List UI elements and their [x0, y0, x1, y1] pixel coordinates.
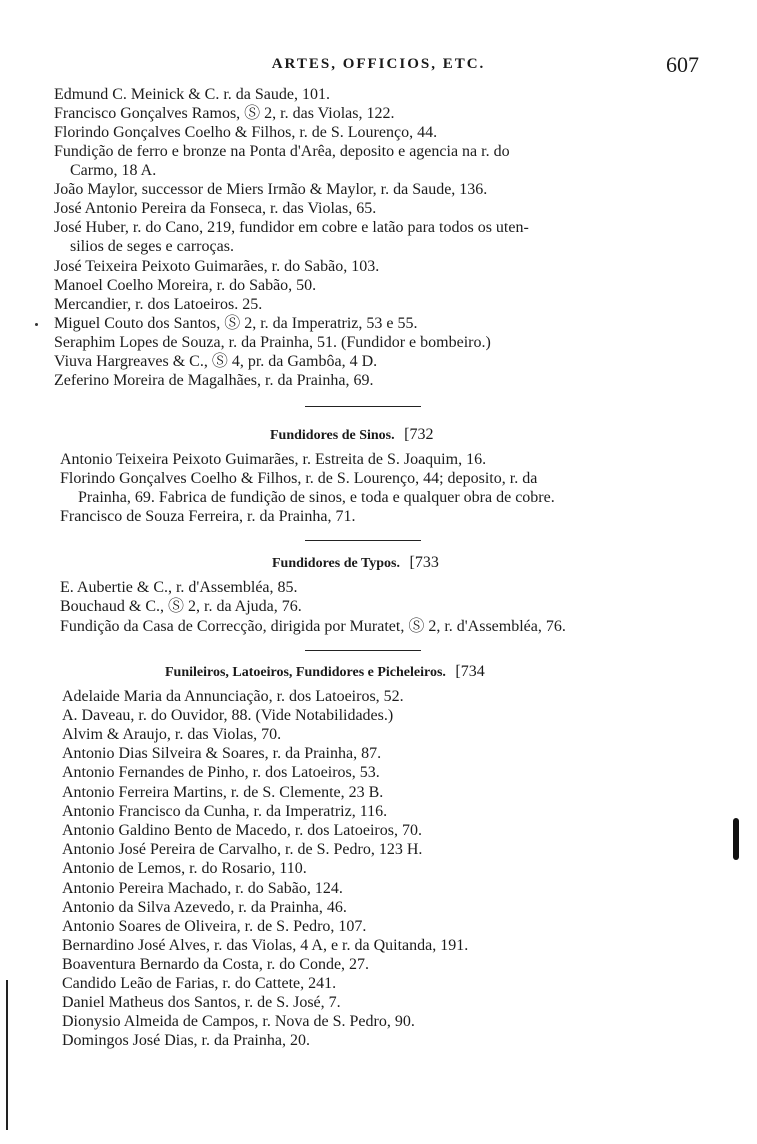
- entry-line: Antonio Pereira Machado, r. do Sabão, 124.: [62, 880, 343, 897]
- entry-line: Antonio Francisco da Cunha, r. da Imperatriz, 116.: [62, 803, 388, 820]
- entry-line: Antonio de Lemos, r. do Rosario, 110.: [62, 860, 307, 877]
- page-header: [0, 52, 757, 80]
- entry-line: Antonio José Pereira de Carvalho, r. de S. Pedro, 123 H.: [62, 841, 423, 858]
- entry-line: Viuva Hargreaves & C., Ⓢ 4, pr. da Gambôa, 4 D.: [54, 353, 378, 370]
- entry-line: Alvim & Araujo, r. das Violas, 70.: [62, 726, 282, 743]
- running-title: ARTES, OFFICIOS, ETC.: [271, 56, 486, 72]
- entry-line: Bouchaud & C., Ⓢ 2, r. da Ajuda, 76.: [60, 598, 302, 615]
- section-heading-funileiros: [165, 663, 485, 682]
- section-divider: [305, 650, 421, 651]
- section-number: [732: [404, 426, 434, 443]
- entry-line: João Maylor, successor de Miers Irmão & Maylor, r. da Saude, 136.: [54, 181, 488, 198]
- entry-line: A. Daveau, r. do Ouvidor, 88. (Vide Notabilidades.): [62, 707, 394, 724]
- section-divider: [305, 540, 421, 541]
- entry-line: Manoel Coelho Moreira, r. do Sabão, 50.: [54, 277, 317, 294]
- scan-edge-line: [6, 980, 8, 1130]
- entry-line-continuation: silios de seges e carroças.: [70, 238, 234, 255]
- section-heading-sinos: [270, 426, 433, 445]
- entry-line: Florindo Gonçalves Coelho & Filhos, r. de S. Lourenço, 44.: [54, 124, 438, 141]
- scan-edge-mark: [733, 818, 739, 860]
- entry-line: Domingos José Dias, r. da Prainha, 20.: [62, 1032, 310, 1049]
- section-number: [733: [409, 554, 439, 571]
- section-heading-types: [272, 554, 439, 573]
- entry-line: Fundição da Casa de Correcção, dirigida por Muratet, Ⓢ 2, r. d'Assembléa, 76.: [60, 618, 566, 635]
- entry-line: Seraphim Lopes de Souza, r. da Prainha, 51. (Fundidor e bombeiro.): [54, 334, 491, 351]
- entry-line: Boaventura Bernardo da Costa, r. do Conde, 27.: [62, 956, 370, 973]
- entry-line: Antonio Soares de Oliveira, r. de S. Pedro, 107.: [62, 918, 367, 935]
- entry-line: Francisco Gonçalves Ramos, Ⓢ 2, r. das Violas, 122.: [54, 105, 395, 122]
- entry-line: Mercandier, r. dos Latoeiros. 25.: [54, 296, 263, 313]
- entry-line: Edmund C. Meinick & C. r. da Saude, 101.: [54, 86, 330, 103]
- entry-line: Francisco de Souza Ferreira, r. da Prainha, 71.: [60, 508, 356, 525]
- section-title: Fundidores de Sinos.: [270, 428, 395, 443]
- entry-line: Antonio da Silva Azevedo, r. da Prainha, 46.: [62, 899, 347, 916]
- entry-line-continuation: Carmo, 18 A.: [70, 162, 157, 179]
- section-number: [734: [455, 663, 485, 680]
- entry-line: José Teixeira Peixoto Guimarães, r. do Sabão, 103.: [54, 258, 380, 275]
- entry-line: Zeferino Moreira de Magalhães, r. da Prainha, 69.: [54, 372, 374, 389]
- entry-line: Antonio Galdino Bento de Macedo, r. dos Latoeiros, 70.: [62, 822, 422, 839]
- entry-line: Adelaide Maria da Annunciação, r. dos Latoeiros, 52.: [62, 688, 404, 705]
- entry-line-continuation: Prainha, 69. Fabrica de fundição de sinos, e toda e qualquer obra de cobre.: [78, 489, 555, 506]
- section-divider: [305, 406, 421, 407]
- entry-line: Dionysio Almeida de Campos, r. Nova de S. Pedro, 90.: [62, 1013, 415, 1030]
- entry-line: Candido Leão de Farias, r. do Cattete, 241.: [62, 975, 337, 992]
- entry-line: Antonio Teixeira Peixoto Guimarães, r. Estreita de S. Joaquim, 16.: [60, 451, 487, 468]
- entry-line: Daniel Matheus dos Santos, r. de S. José, 7.: [62, 994, 341, 1011]
- entry-line: E. Aubertie & C., r. d'Assembléa, 85.: [60, 579, 298, 596]
- margin-dot: [35, 323, 38, 326]
- section-title: Funileiros, Latoeiros, Fundidores e Picheleiros.: [165, 665, 446, 680]
- page-number: 607: [666, 52, 699, 77]
- section-title: Fundidores de Typos.: [272, 556, 400, 571]
- entry-line: José Antonio Pereira da Fonseca, r. das Violas, 65.: [54, 200, 377, 217]
- entry-line: José Huber, r. do Cano, 219, fundidor em cobre e latão para todos os uten-: [54, 219, 529, 236]
- entry-line: Miguel Couto dos Santos, Ⓢ 2, r. da Imperatriz, 53 e 55.: [54, 315, 418, 332]
- entry-line: Antonio Ferreira Martins, r. de S. Clemente, 23 B.: [62, 784, 384, 801]
- entry-line: Antonio Dias Silveira & Soares, r. da Prainha, 87.: [62, 745, 382, 762]
- entry-line: Florindo Gonçalves Coelho & Filhos, r. de S. Lourenço, 44; deposito, r. da: [60, 470, 538, 487]
- entry-line: Bernardino José Alves, r. das Violas, 4 A, e r. da Quitanda, 191.: [62, 937, 469, 954]
- entry-line: Antonio Fernandes de Pinho, r. dos Latoeiros, 53.: [62, 764, 380, 781]
- entry-line: Fundição de ferro e bronze na Ponta d'Arêa, deposito e agencia na r. do: [54, 143, 510, 160]
